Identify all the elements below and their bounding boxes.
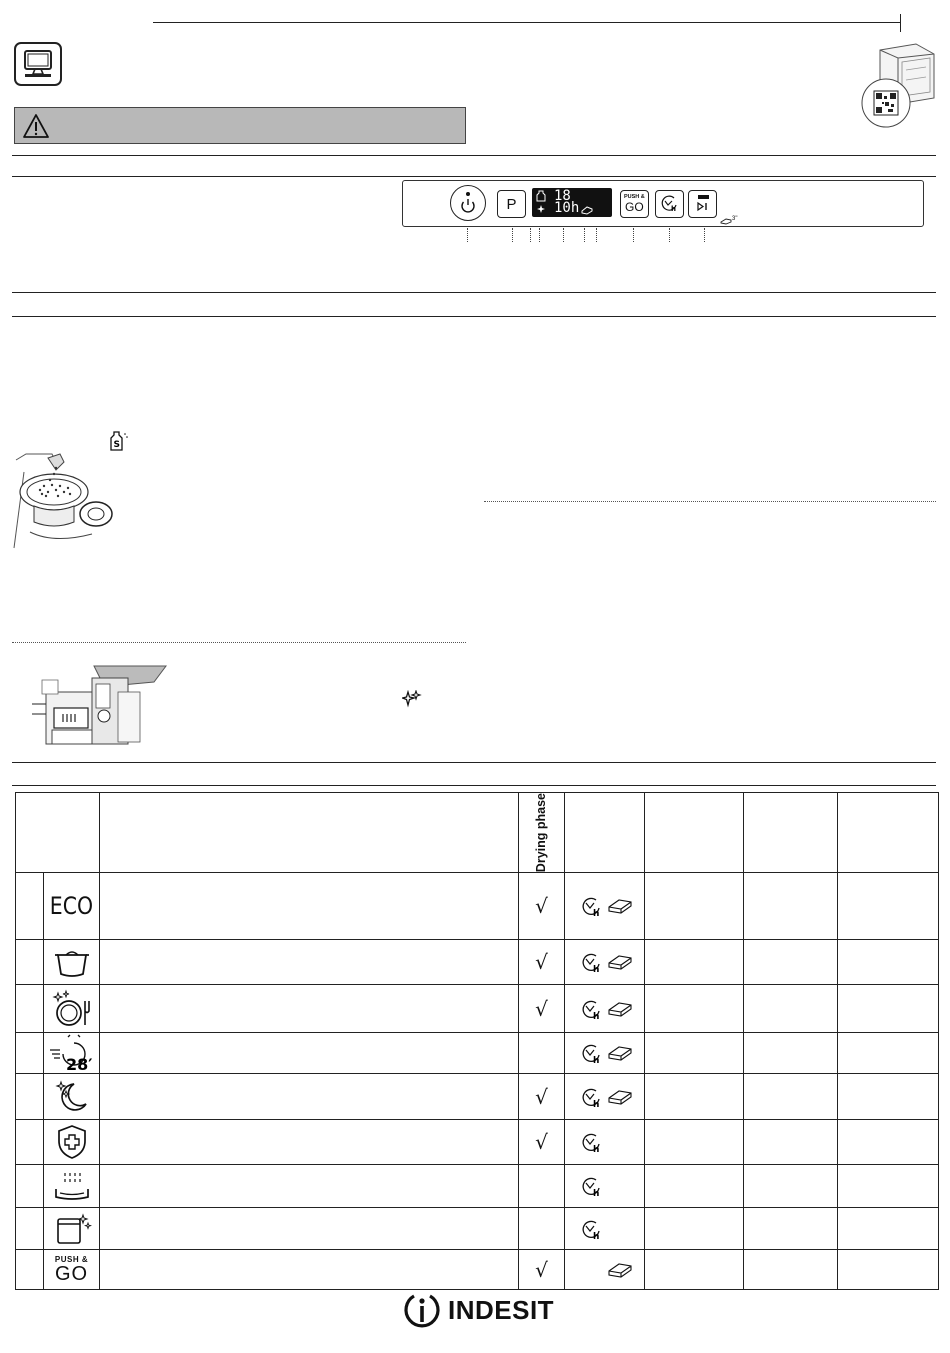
display-screen: [532, 188, 612, 217]
push-go-line2: GO: [54, 1262, 89, 1285]
duration-cell: [645, 1033, 744, 1074]
drying-cell: [519, 1074, 565, 1120]
top-rule: [153, 22, 901, 23]
drying-cell: [519, 1120, 565, 1165]
description-cell: [100, 1208, 519, 1250]
tablet-option-icon: [607, 1088, 633, 1106]
options-cell: [565, 1120, 645, 1165]
lock-hint: 3": [732, 216, 738, 222]
tablet-option-icon: [607, 1044, 633, 1062]
power-button[interactable]: [450, 185, 486, 221]
section-rule-1: [12, 155, 936, 156]
tablet-option-icon: [607, 1261, 633, 1279]
energy-cell: [838, 1165, 939, 1208]
push-go-line1: PUSH &: [54, 1254, 89, 1264]
drying-cell: [519, 1033, 565, 1074]
table-row: [16, 1250, 939, 1290]
water-cell: [744, 940, 838, 985]
energy-cell: [838, 985, 939, 1033]
energy-cell: [838, 1033, 939, 1074]
monitor-icon: [14, 42, 62, 86]
table-row: [16, 873, 939, 940]
description-cell: [100, 1033, 519, 1074]
table-row: [16, 940, 939, 985]
tablet-option-icon: [607, 897, 633, 915]
push-go-line2: GO: [625, 200, 644, 214]
options-cell: [565, 940, 645, 985]
description-cell: [100, 1120, 519, 1165]
duration-cell: [645, 1208, 744, 1250]
description-cell: [100, 1250, 519, 1290]
water-cell: [744, 1250, 838, 1290]
callout-2: [512, 228, 513, 242]
delay-start-button[interactable]: [655, 190, 684, 218]
callout-4: [539, 228, 540, 242]
brand-name: INDESIT: [448, 1294, 555, 1325]
delay-option-icon: [579, 1041, 605, 1065]
delay-option-icon: [579, 1217, 605, 1241]
tablet-option-icon: [607, 1000, 633, 1018]
program-icon-cell: [44, 1120, 100, 1165]
prewash-icon: [44, 1169, 99, 1203]
svg-text:h: h: [593, 1231, 600, 1241]
push-go-line1: PUSH &: [624, 194, 645, 200]
drying-cell: [519, 1165, 565, 1208]
description-cell: [100, 1074, 519, 1120]
pot-icon: [44, 944, 99, 980]
night-moon-icon: [44, 1078, 99, 1116]
row-number-cell: [16, 1165, 44, 1208]
delay-option-icon: [579, 894, 605, 918]
row-number-cell: [16, 1033, 44, 1074]
drying-cell: [519, 940, 565, 985]
table-header-row: [16, 793, 939, 873]
delay-option-icon: [579, 1174, 605, 1198]
indesit-logo-icon: [402, 1290, 442, 1330]
row-number-cell: [16, 1208, 44, 1250]
row-number-cell: [16, 873, 44, 940]
water-cell: [744, 1074, 838, 1120]
table-row: [16, 1120, 939, 1165]
duration-cell: [645, 1074, 744, 1120]
dotted-divider-left: [12, 642, 466, 643]
warning-bar: [14, 107, 466, 144]
drying-check: √: [535, 1257, 548, 1282]
description-cell: [100, 940, 519, 985]
svg-text:h: h: [593, 1189, 600, 1199]
hygiene-shield-icon: [44, 1123, 99, 1161]
row-number-cell: [16, 1250, 44, 1290]
description-cell: [100, 985, 519, 1033]
header-cell-energy: [838, 793, 939, 873]
header-cell-drying: [519, 793, 565, 873]
energy-cell: [838, 1074, 939, 1120]
svg-text:h: h: [593, 909, 600, 919]
options-cell: [565, 1033, 645, 1074]
svg-text:h: h: [593, 1056, 600, 1066]
callout-10: [704, 228, 705, 242]
duration-cell: [645, 1120, 744, 1165]
header-cell-water: [744, 793, 838, 873]
delay-clock-icon: [656, 191, 683, 217]
section-rule-4: [12, 316, 936, 317]
description-cell: [100, 873, 519, 940]
duration-cell: [645, 1250, 744, 1290]
rinse-aid-indicator-icon: [536, 204, 546, 214]
energy-cell: [838, 873, 939, 940]
drying-cell: [519, 1250, 565, 1290]
brand-logo: [402, 1290, 554, 1330]
water-cell: [744, 1033, 838, 1074]
display-hours: 10h: [554, 200, 580, 216]
tablet-option-icon: [607, 953, 633, 971]
table-row: [16, 1074, 939, 1120]
salt-indicator-icon: [536, 190, 546, 202]
duration-cell: [645, 873, 744, 940]
delay-option-icon: [579, 950, 605, 974]
row-number-cell: [16, 985, 44, 1033]
program-icon-cell: [44, 1165, 100, 1208]
salt-icon: [108, 430, 128, 452]
drying-check: √: [535, 1084, 548, 1109]
quick-28-icon: [44, 1033, 99, 1073]
top-rule-tick: [900, 14, 901, 32]
callout-5: [563, 228, 564, 242]
section-rule-3: [12, 292, 936, 293]
water-cell: [744, 1208, 838, 1250]
header-cell-options: [565, 793, 645, 873]
svg-text:S: S: [113, 440, 120, 450]
program-icon-cell: [44, 1208, 100, 1250]
description-cell: [100, 1165, 519, 1208]
delay-option-icon: [579, 997, 605, 1021]
self-clean-icon: [44, 1211, 99, 1247]
callout-7: [596, 228, 597, 242]
options-cell: [565, 1208, 645, 1250]
svg-text:h: h: [671, 205, 676, 213]
drying-check: √: [535, 996, 548, 1021]
row-number-cell: [16, 1074, 44, 1120]
display-top-digits: 18: [554, 188, 571, 204]
program-button[interactable]: [497, 190, 526, 218]
drying-cell: [519, 1208, 565, 1250]
plate-sparkle-icon: [44, 989, 99, 1029]
drying-cell: [519, 873, 565, 940]
table-row: [16, 1208, 939, 1250]
drying-cell: [519, 985, 565, 1033]
svg-text:h: h: [593, 1145, 600, 1155]
start-pause-led: [698, 195, 709, 199]
program-button-label: P: [506, 195, 517, 213]
energy-cell: [838, 940, 939, 985]
options-cell: [565, 873, 645, 940]
detergent-dispenser-illustration: [30, 664, 170, 750]
callout-1: [467, 228, 468, 242]
row-number-cell: [16, 940, 44, 985]
drying-check: √: [535, 894, 548, 919]
options-cell: [565, 1165, 645, 1208]
start-pause-button[interactable]: [688, 190, 717, 218]
delay-option-icon: [579, 1085, 605, 1109]
duration-cell: [645, 985, 744, 1033]
drying-phase-header: Drying phase: [534, 793, 548, 873]
power-icon: [451, 186, 485, 220]
header-cell-programme: [16, 793, 100, 873]
energy-cell: [838, 1120, 939, 1165]
water-cell: [744, 873, 838, 940]
row-number-cell: [16, 1120, 44, 1165]
svg-text:h: h: [593, 1011, 600, 1021]
callout-6: [584, 228, 585, 242]
dishwasher-qr-illustration: [858, 40, 938, 132]
section-rule-2: [12, 176, 936, 177]
water-cell: [744, 1120, 838, 1165]
push-go-button[interactable]: [620, 190, 649, 218]
program-icon-cell: [44, 985, 100, 1033]
warning-triangle-icon: [21, 111, 51, 141]
program-icon-cell: [44, 1250, 100, 1290]
svg-text:h: h: [593, 1099, 600, 1109]
quick-28-label: 28′: [65, 1055, 92, 1074]
options-cell: [565, 1250, 645, 1290]
program-icon-cell: [44, 1074, 100, 1120]
water-cell: [744, 1165, 838, 1208]
push-go-icon: [44, 1256, 99, 1284]
callout-3: [530, 228, 531, 242]
programme-table: [15, 792, 939, 1290]
table-row: [16, 985, 939, 1033]
delay-option-icon: [579, 1130, 605, 1154]
header-cell-description: [100, 793, 519, 873]
duration-cell: [645, 1165, 744, 1208]
duration-cell: [645, 940, 744, 985]
tablet-indicator-icon: [580, 205, 594, 215]
table-row: [16, 1165, 939, 1208]
salt-refill-illustration: [12, 452, 117, 550]
energy-cell: [838, 1208, 939, 1250]
sparkle-icon: [402, 690, 422, 708]
callout-9: [669, 228, 670, 242]
lock-tablet-icon: [720, 217, 732, 225]
options-cell: [565, 985, 645, 1033]
energy-cell: [838, 1250, 939, 1290]
dotted-divider-right: [484, 501, 936, 502]
section-rule-6: [12, 785, 936, 786]
program-icon-cell: [44, 873, 100, 940]
callout-8: [633, 228, 634, 242]
program-icon-cell: [44, 940, 100, 985]
program-icon-cell: [44, 1033, 100, 1074]
drying-check: √: [535, 1130, 548, 1155]
header-cell-duration: [645, 793, 744, 873]
water-cell: [744, 985, 838, 1033]
table-row: [16, 1033, 939, 1074]
section-rule-5: [12, 762, 936, 763]
eco-label: ECO: [49, 892, 94, 921]
drying-check: √: [535, 950, 548, 975]
options-cell: [565, 1074, 645, 1120]
svg-text:h: h: [593, 965, 600, 975]
